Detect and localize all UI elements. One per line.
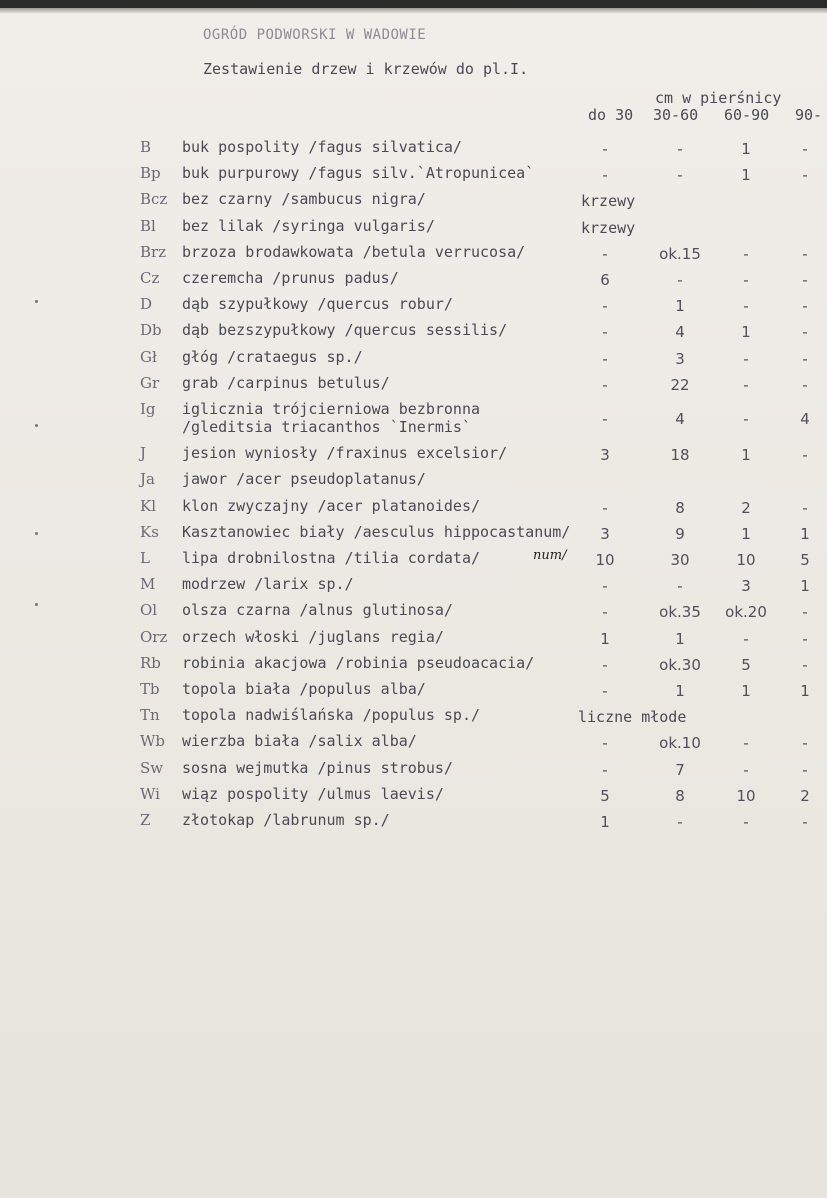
- table-row: [0, 654, 827, 680]
- species-code: Gr: [140, 373, 160, 392]
- value-do-30: -: [602, 734, 608, 753]
- table-row: [0, 601, 827, 627]
- species-code: Ks: [140, 522, 159, 541]
- value-do-30: 3: [600, 446, 610, 465]
- table-row: [0, 190, 827, 216]
- value-60-90: 1: [741, 323, 751, 342]
- value-30-60: ok.30: [659, 655, 701, 674]
- value-60-90: -: [743, 375, 749, 394]
- species-code: Gł: [140, 347, 157, 366]
- species-name: dąb szypułkowy /quercus robur/: [182, 295, 453, 314]
- value-30-60: 22: [670, 375, 690, 394]
- value-30-60: 4: [675, 410, 685, 428]
- value-90-plus: -: [802, 813, 808, 831]
- value-60-90: -: [743, 760, 749, 779]
- species-code: B: [140, 138, 152, 156]
- species-code: Db: [140, 321, 162, 340]
- value-30-60: 1: [675, 629, 685, 648]
- value-do-30: -: [602, 603, 608, 622]
- value-30-60: ok.35: [659, 603, 701, 622]
- species-name: jawor /acer pseudoplatanus/: [182, 470, 426, 489]
- column-group-label: cm w pierśnicy: [655, 89, 782, 107]
- value-do-30: -: [602, 410, 608, 428]
- value-60-90: -: [743, 297, 749, 316]
- value-60-90: -: [743, 244, 749, 263]
- column-header-90-plus: 90-: [795, 106, 823, 124]
- species-name: topola biała /populus alba/: [182, 680, 426, 698]
- species-code: Z: [140, 811, 151, 829]
- species-name: brzoza brodawkowata /betula verrucosa/: [182, 242, 526, 261]
- table-row: [0, 295, 827, 321]
- margin-speck: [35, 424, 38, 427]
- species-code: Ol: [140, 601, 158, 620]
- table-row: [0, 321, 827, 347]
- table-row: [0, 523, 827, 549]
- table-row: [0, 575, 827, 601]
- scan-top-edge: [0, 0, 827, 8]
- value-60-90: -: [743, 813, 749, 831]
- value-30-60: ok.15: [659, 244, 701, 263]
- value-do-30: -: [602, 297, 608, 316]
- value-30-60: 8: [675, 786, 685, 805]
- table-row: [0, 785, 827, 811]
- document-subtitle: Zestawienie drzew i krzewów do pl.I.: [203, 60, 529, 78]
- species-code: Kl: [140, 496, 157, 515]
- value-90-plus: -: [802, 271, 808, 289]
- species-name: bez lilak /syringa vulgaris/: [182, 216, 435, 235]
- value-60-90: -: [743, 629, 749, 648]
- value-90-plus: -: [802, 349, 808, 368]
- value-90-plus: -: [802, 297, 808, 316]
- species-name: lipa drobnilostna /tilia cordata/: [182, 549, 481, 567]
- table-row: [0, 243, 827, 269]
- species-name: orzech włoski /juglans regia/: [182, 627, 444, 646]
- value-30-60: 8: [675, 498, 685, 517]
- value-30-60: -: [677, 577, 683, 596]
- species-code: D: [140, 295, 153, 314]
- species-name: złotokap /labrunum sp./: [182, 811, 390, 829]
- value-do-30: 1: [600, 813, 610, 831]
- value-90-plus: -: [802, 734, 808, 753]
- species-code: Ig: [140, 400, 156, 418]
- value-do-30: -: [602, 682, 608, 700]
- value-30-60: -: [677, 166, 683, 185]
- value-30-60: 4: [675, 323, 685, 342]
- table-row: [0, 348, 827, 374]
- margin-speck: [35, 532, 38, 535]
- value-90-plus: -: [802, 629, 808, 648]
- value-90-plus: -: [802, 498, 808, 517]
- value-do-30: -: [602, 577, 608, 596]
- species-name: czeremcha /prunus padus/: [182, 269, 399, 287]
- value-90-plus: -: [802, 655, 808, 674]
- species-code: Tb: [140, 680, 160, 698]
- value-do-30: -: [602, 323, 608, 342]
- value-60-90: -: [743, 410, 749, 428]
- value-do-30: 6: [600, 271, 610, 289]
- species-code: Wi: [140, 784, 160, 803]
- value-30-60: 9: [675, 524, 685, 543]
- value-90-plus: 1: [800, 682, 810, 700]
- species-name: klon zwyczajny /acer platanoides/: [182, 496, 481, 515]
- value-30-60: -: [677, 271, 683, 289]
- species-name: sosna wejmutka /pinus strobus/: [182, 758, 453, 777]
- species-name: wierzba biała /salix alba/: [182, 732, 417, 751]
- value-60-90: -: [743, 734, 749, 753]
- value-30-60: 30: [670, 551, 690, 569]
- table-row: [0, 444, 827, 470]
- column-header-do-30: do 30: [588, 106, 634, 124]
- species-name: głóg /crataegus sp./: [182, 347, 363, 366]
- value-do-30: -: [602, 166, 608, 185]
- value-do-30: 1: [600, 629, 610, 648]
- table-row: [0, 164, 827, 190]
- value-30-60: 18: [670, 446, 690, 465]
- species-name: dąb bezszypułkowy /quercus sessilis/: [182, 321, 508, 340]
- table-row: [0, 217, 827, 243]
- table-row: [0, 497, 827, 523]
- value-60-90: 1: [741, 166, 751, 185]
- species-name-continued: /gleditsia triacanthos `Inermis`: [182, 418, 471, 436]
- row-note: krzewy: [581, 192, 636, 211]
- value-60-90: -: [743, 349, 749, 368]
- species-code: Orz: [140, 627, 168, 646]
- species-name: olsza czarna /alnus glutinosa/: [182, 601, 453, 620]
- table-row: [0, 732, 827, 758]
- value-90-plus: 1: [800, 524, 810, 543]
- column-header-60-90: 60-90: [724, 106, 770, 124]
- margin-speck: [35, 603, 38, 606]
- species-code: L: [140, 549, 150, 567]
- species-code: Bcz: [140, 190, 168, 209]
- value-60-90: 1: [741, 446, 751, 465]
- species-code: J: [140, 444, 147, 463]
- species-code: Bl: [140, 216, 156, 235]
- table-row: [0, 628, 827, 654]
- value-60-90: 5: [741, 655, 751, 674]
- value-90-plus: 2: [800, 786, 810, 805]
- species-name: wiąz pospolity /ulmus laevis/: [182, 784, 444, 803]
- table-row: [0, 269, 827, 295]
- document-title: OGRÓD PODWORSKI W WADOWIE: [203, 27, 427, 43]
- value-90-plus: -: [802, 244, 808, 263]
- species-name: iglicznia trójcierniowa bezbronna: [182, 400, 481, 418]
- value-do-30: -: [602, 760, 608, 779]
- value-60-90: 1: [741, 140, 751, 158]
- species-name: topola nadwiślańska /populus sp./: [182, 706, 481, 725]
- margin-speck: [35, 300, 38, 303]
- value-do-30: 5: [600, 786, 610, 805]
- value-do-30: -: [602, 349, 608, 368]
- value-do-30: -: [602, 375, 608, 394]
- value-90-plus: 4: [800, 410, 810, 428]
- row-note: liczne młode: [578, 708, 687, 727]
- species-name: Kasztanowiec biały /aesculus hippocastanum/: [182, 522, 571, 541]
- value-60-90: 1: [741, 524, 751, 543]
- value-30-60: ok.10: [659, 734, 701, 753]
- species-name: bez czarny /sambucus nigra/: [182, 190, 426, 209]
- table-row: [0, 470, 827, 496]
- table-row: [0, 811, 827, 837]
- value-90-plus: -: [802, 323, 808, 342]
- value-60-90: -: [743, 271, 749, 289]
- value-90-plus: 1: [800, 577, 810, 596]
- species-name: modrzew /larix sp./: [182, 575, 354, 594]
- value-do-30: -: [602, 140, 608, 158]
- species-name: jesion wyniosły /fraxinus excelsior/: [182, 444, 508, 463]
- value-30-60: 1: [675, 682, 685, 700]
- value-30-60: 7: [675, 760, 685, 779]
- value-do-30: 10: [595, 551, 615, 569]
- table-row: [0, 706, 827, 732]
- row-note: krzewy: [581, 218, 636, 237]
- value-do-30: -: [602, 244, 608, 263]
- value-do-30: -: [602, 655, 608, 674]
- value-30-60: -: [677, 813, 683, 831]
- species-code: Tn: [140, 706, 160, 725]
- scan-top-shadow: [0, 8, 827, 14]
- species-name: robinia akacjowa /robinia pseudoacacia/: [182, 653, 535, 672]
- species-name: grab /carpinus betulus/: [182, 373, 390, 392]
- value-90-plus: -: [802, 166, 808, 185]
- table-row: [0, 374, 827, 400]
- species-code: M: [140, 575, 156, 594]
- value-90-plus: -: [802, 446, 808, 465]
- table-row: [0, 400, 827, 436]
- value-60-90: 3: [741, 577, 751, 596]
- table-row: [0, 680, 827, 706]
- table-row: [0, 138, 827, 164]
- value-30-60: 1: [675, 297, 685, 316]
- value-30-60: -: [677, 140, 683, 158]
- table-row: [0, 549, 827, 575]
- column-header-30-60: 30-60: [653, 106, 699, 124]
- species-code: Bp: [140, 164, 161, 183]
- value-do-30: 3: [600, 524, 610, 543]
- value-90-plus: -: [802, 375, 808, 394]
- value-60-90: 10: [736, 786, 756, 805]
- value-90-plus: -: [802, 140, 808, 158]
- value-90-plus: -: [802, 603, 808, 622]
- value-60-90: ok.20: [725, 603, 767, 622]
- handwritten-correction-mark: num/: [533, 548, 567, 563]
- species-code: Brz: [140, 242, 167, 261]
- species-name: buk pospolity /fagus silvatica/: [182, 138, 462, 156]
- value-60-90: 2: [741, 498, 751, 517]
- species-code: Ja: [140, 470, 155, 489]
- species-code: Rb: [140, 653, 161, 672]
- value-do-30: -: [602, 498, 608, 517]
- species-code: Cz: [140, 269, 160, 287]
- species-code: Wb: [140, 732, 166, 751]
- value-90-plus: -: [802, 760, 808, 779]
- species-name: buk purpurowy /fagus silv.`Atropunicea`: [182, 164, 535, 183]
- value-60-90: 10: [736, 551, 756, 569]
- value-90-plus: 5: [800, 551, 810, 569]
- table-row: [0, 759, 827, 785]
- species-code: Sw: [140, 758, 164, 777]
- value-30-60: 3: [675, 349, 685, 368]
- value-60-90: 1: [741, 682, 751, 700]
